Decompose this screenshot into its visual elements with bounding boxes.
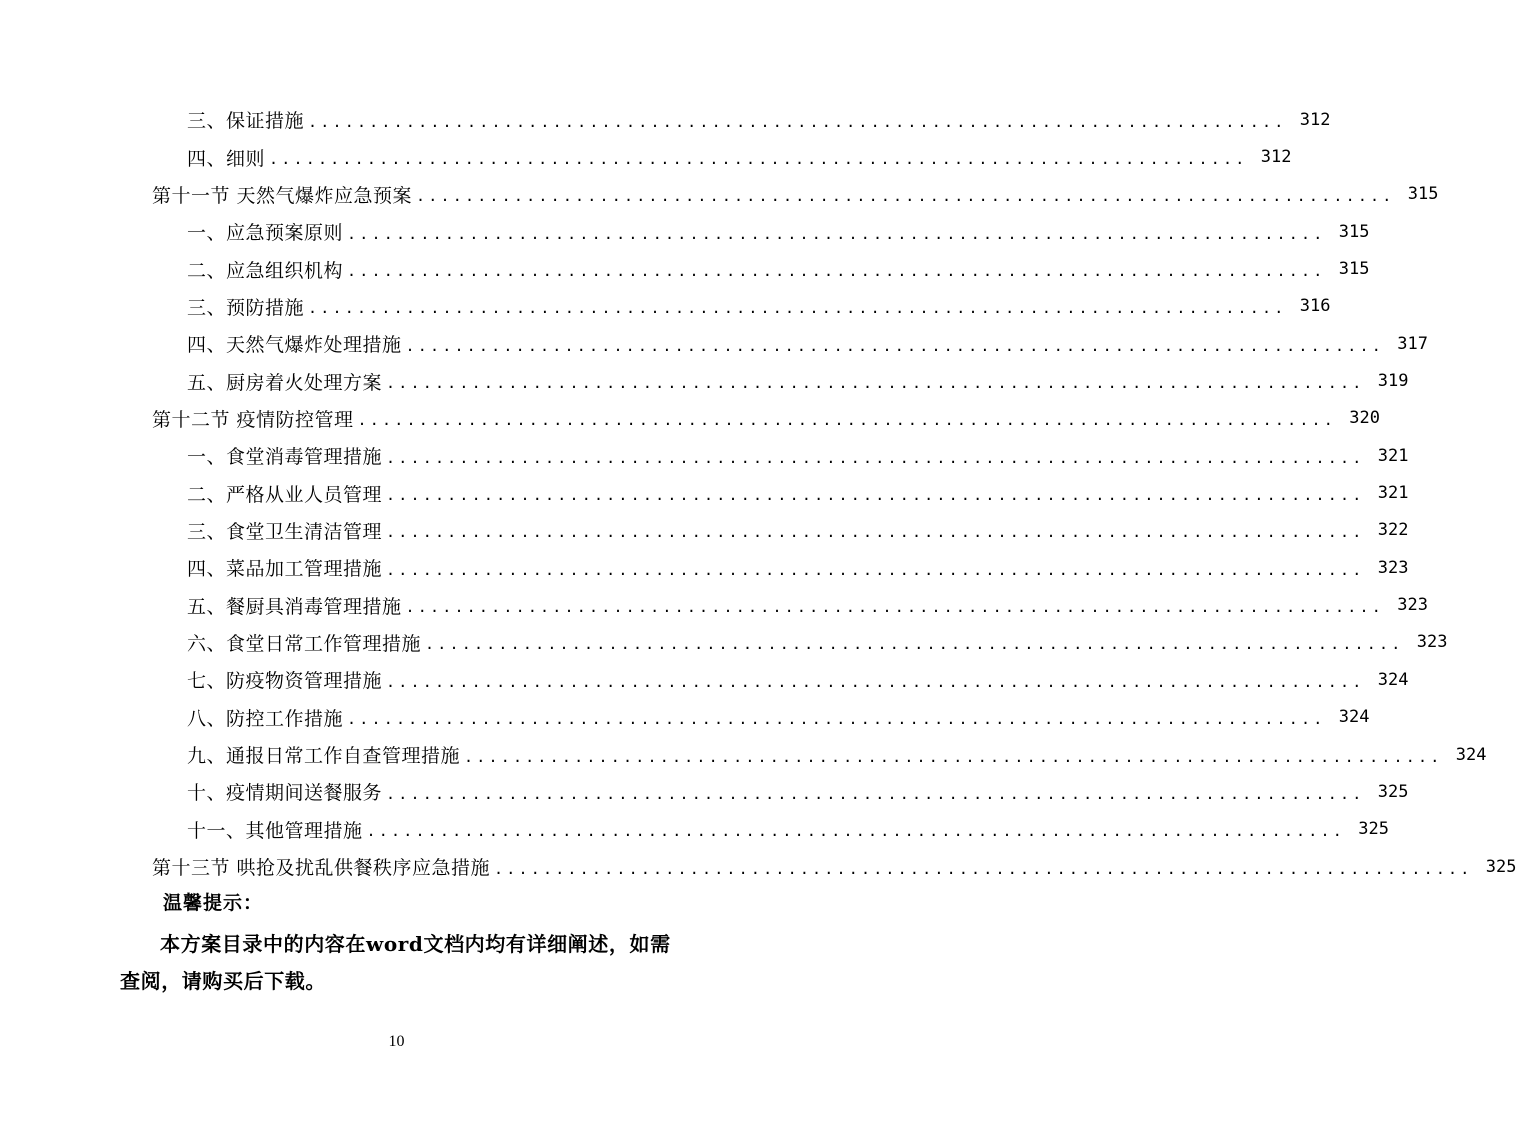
toc-entry-label: 六、食堂日常工作管理措施 (187, 632, 422, 655)
page-number: 10 (388, 1033, 405, 1050)
toc-entry-label: 七、防疫物资管理措施 (187, 670, 383, 693)
toc-subsection-entry[interactable] (0, 362, 1409, 399)
toc-subsection-entry[interactable] (0, 325, 1428, 362)
toc-dot-leader: ................................................................................ (308, 112, 1287, 131)
toc-subsection-entry[interactable] (0, 138, 1292, 175)
toc-entry-page: 323 (1397, 595, 1428, 616)
toc-entry-label: 四、菜品加工管理措施 (187, 558, 383, 581)
toc-dot-leader: ................................................................................ (347, 224, 1326, 243)
toc-dot-leader: ................................................................................ (494, 859, 1473, 878)
toc-section-entry[interactable] (0, 848, 1517, 885)
toc-entry-label: 三、预防措施 (187, 296, 305, 319)
toc-entry-page: 316 (1299, 296, 1331, 317)
toc-subsection-entry[interactable] (0, 288, 1331, 325)
toc-subsection-entry[interactable] (0, 586, 1428, 623)
toc-section-entry[interactable] (0, 400, 1381, 437)
toc-dot-leader: ................................................................................ (416, 187, 1395, 206)
toc-entry-label: 一、食堂消毒管理措施 (187, 446, 383, 469)
toc-entry-page: 312 (1260, 147, 1292, 168)
toc-section-entry[interactable] (0, 176, 1439, 213)
notice-title: 温馨提示： (163, 892, 264, 914)
toc-entry-page: 325 (1485, 856, 1517, 877)
toc-entry-page: 321 (1377, 445, 1409, 466)
toc-entry-label: 二、应急组织机构 (187, 259, 344, 282)
toc-dot-leader: ................................................................................ (405, 598, 1384, 617)
toc-subsection-entry[interactable] (0, 474, 1409, 511)
toc-subsection-entry[interactable] (0, 437, 1409, 474)
toc-subsection-entry[interactable] (0, 512, 1409, 549)
toc-entry-label: 第十一节 天然气爆炸应急预案 (152, 184, 413, 207)
toc-entry-page: 324 (1377, 669, 1409, 690)
toc-entry-page: 319 (1377, 371, 1409, 392)
toc-entry-label: 三、保证措施 (187, 110, 305, 133)
toc-entry-page: 322 (1377, 520, 1409, 541)
toc-entry-label: 五、厨房着火处理方案 (187, 371, 383, 394)
toc-dot-leader: ................................................................................ (386, 560, 1365, 579)
toc-entry-page: 317 (1397, 333, 1428, 354)
toc-subsection-entry[interactable] (0, 773, 1409, 810)
toc-subsection-entry[interactable] (0, 549, 1409, 586)
toc-dot-leader: ................................................................................ (386, 486, 1365, 505)
toc-dot-leader: ................................................................................ (308, 299, 1287, 318)
toc-entry-page: 320 (1349, 408, 1381, 429)
toc-subsection-entry[interactable] (0, 101, 1331, 138)
toc-entry-page: 325 (1377, 781, 1409, 802)
toc-entry-page: 323 (1377, 557, 1409, 578)
toc-subsection-entry[interactable] (0, 624, 1448, 661)
toc-entry-page: 315 (1338, 221, 1370, 242)
toc-entry-page: 321 (1377, 483, 1409, 504)
toc-dot-leader: ................................................................................ (269, 150, 1248, 169)
toc-entry-label: 五、餐厨具消毒管理措施 (187, 595, 402, 618)
toc-entry-label: 二、严格从业人员管理 (187, 483, 383, 506)
toc-entry-label: 四、天然气爆炸处理措施 (187, 334, 402, 357)
toc-dot-leader: ................................................................................ (347, 262, 1326, 281)
toc-entry-label: 一、应急预案原则 (187, 222, 344, 245)
toc-entry-label: 十、疫情期间送餐服务 (187, 782, 383, 805)
notice-body: 本方案目录中的内容在word文档内均有详细阐述，如需查阅，请购买后下载。 (120, 932, 671, 993)
toc-entry-label: 九、通报日常工作自查管理措施 (187, 745, 461, 768)
toc-entry-page: 312 (1299, 109, 1331, 130)
toc-entry-page: 315 (1407, 184, 1439, 205)
toc-dot-leader: ................................................................................ (357, 411, 1337, 430)
toc-dot-leader: ................................................................................ (405, 336, 1384, 355)
toc-entry-label: 八、防控工作措施 (187, 707, 344, 730)
toc-dot-leader: ................................................................................ (366, 822, 1345, 841)
toc-entry-label: 十一、其他管理措施 (187, 819, 363, 842)
toc-subsection-entry[interactable] (0, 213, 1370, 250)
toc-dot-leader: ................................................................................ (386, 448, 1365, 467)
toc-entry-label: 四、细则 (187, 147, 266, 170)
toc-dot-leader: ................................................................................ (425, 635, 1404, 654)
toc-subsection-entry[interactable] (0, 250, 1370, 287)
toc-entry-page: 325 (1358, 819, 1389, 840)
toc-entry-page: 323 (1416, 632, 1448, 653)
toc-entry-page: 315 (1338, 259, 1370, 280)
toc-entry-page: 324 (1338, 707, 1370, 728)
toc-dot-leader: ................................................................................ (386, 523, 1365, 542)
toc-dot-leader: ................................................................................ (386, 784, 1365, 803)
toc-entry-page: 324 (1455, 744, 1487, 765)
toc-entry-label: 第十三节 哄抢及扰乱供餐秩序应急措施 (152, 857, 491, 880)
toc-dot-leader: ................................................................................ (347, 710, 1326, 729)
toc-entry-label: 三、食堂卫生清洁管理 (187, 520, 383, 543)
toc-subsection-entry[interactable] (0, 736, 1487, 773)
toc-subsection-entry[interactable] (0, 699, 1370, 736)
toc-dot-leader: ................................................................................ (464, 747, 1443, 766)
toc-entry-label: 第十二节 疫情防控管理 (152, 408, 354, 431)
table-of-contents (0, 101, 1517, 885)
toc-dot-leader: ................................................................................ (386, 374, 1365, 393)
toc-subsection-entry[interactable] (0, 811, 1389, 848)
toc-subsection-entry[interactable] (0, 661, 1409, 698)
toc-dot-leader: ................................................................................ (386, 672, 1365, 691)
